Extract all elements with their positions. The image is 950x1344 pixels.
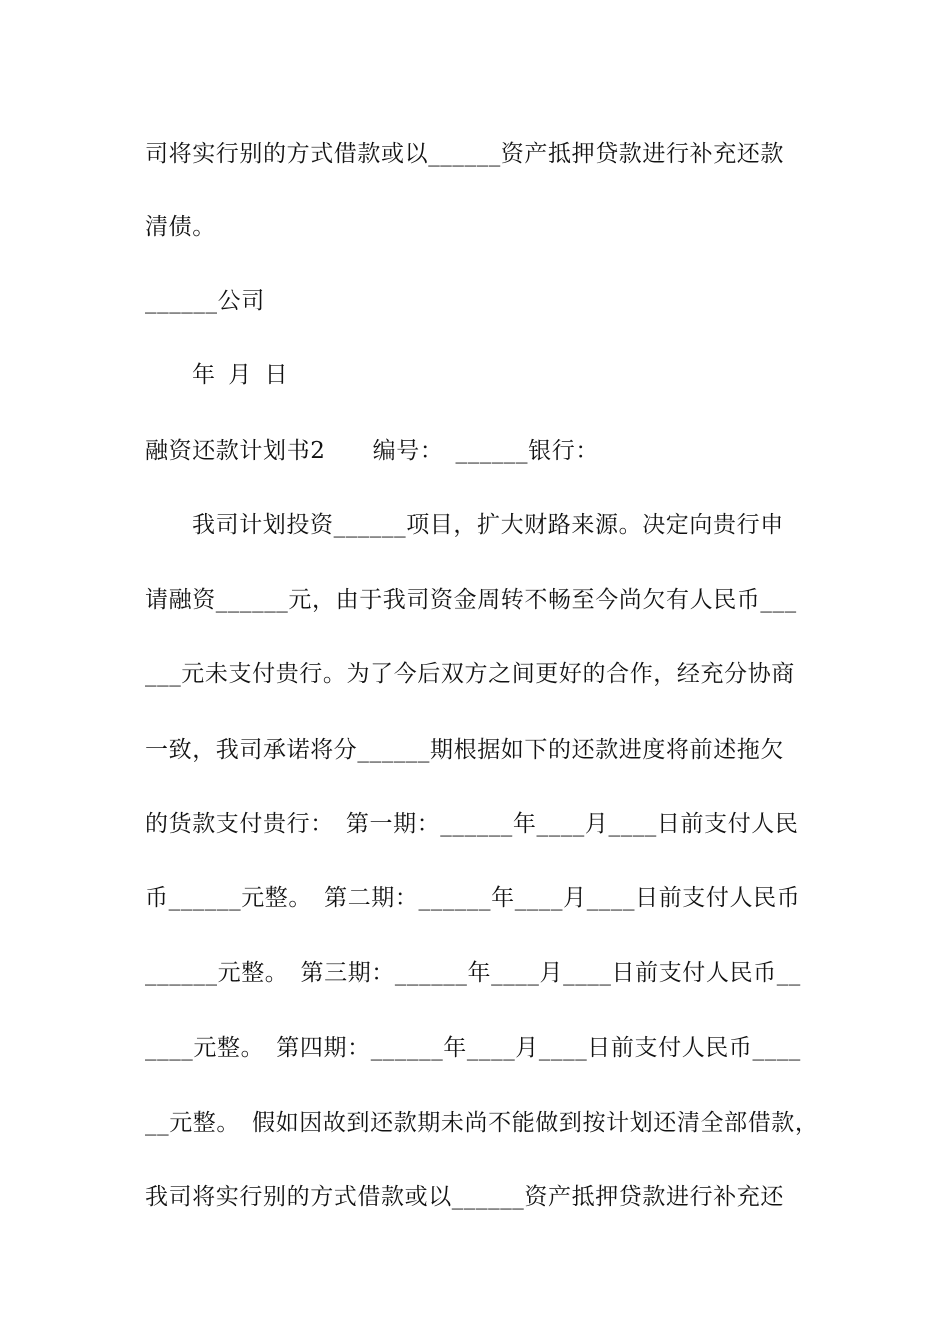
installment-line-1: 的货款支付贵行： 第一期：______年____月____日前支付人民 <box>145 811 799 837</box>
document-heading-line: 融资还款计划书2 编号： ______银行： <box>145 438 599 464</box>
paragraph-line-7: 请融资______元，由于我司资金周转不畅至今尚欠有人民币___ <box>145 587 797 613</box>
paragraph-line-1: 司将实行别的方式借款或以______资产抵押贷款进行补充还款 <box>145 141 784 167</box>
paragraph-line-15: 我司将实行别的方式借款或以______资产抵押贷款进行补充还 <box>145 1184 784 1210</box>
installment-line-3: ______元整。 第三期：______年____月____日前支付人民币__ <box>145 960 801 986</box>
installment-line-2: 币______元整。 第二期：______年____月____日前支付人民币 <box>145 885 801 911</box>
installment-line-4: ____元整。 第四期：______年____月____日前支付人民币____ <box>145 1035 801 1061</box>
paragraph-line-9: 一致，我司承诺将分______期根据如下的还款进度将前述拖欠 <box>145 737 784 763</box>
paragraph-line-14: __元整。 假如因故到还款期未尚不能做到按计划还清全部借款， <box>145 1110 819 1136</box>
company-signature-line: ______公司 <box>145 288 265 314</box>
paragraph-line-2: 清债。 <box>145 214 216 240</box>
date-line: 年 月 日 <box>192 362 291 388</box>
paragraph-line-8: ___元未支付贵行。为了今后双方之间更好的合作，经充分协商 <box>145 661 795 687</box>
paragraph-line-6: 我司计划投资______项目，扩大财路来源。决定向贵行申 <box>192 512 784 538</box>
